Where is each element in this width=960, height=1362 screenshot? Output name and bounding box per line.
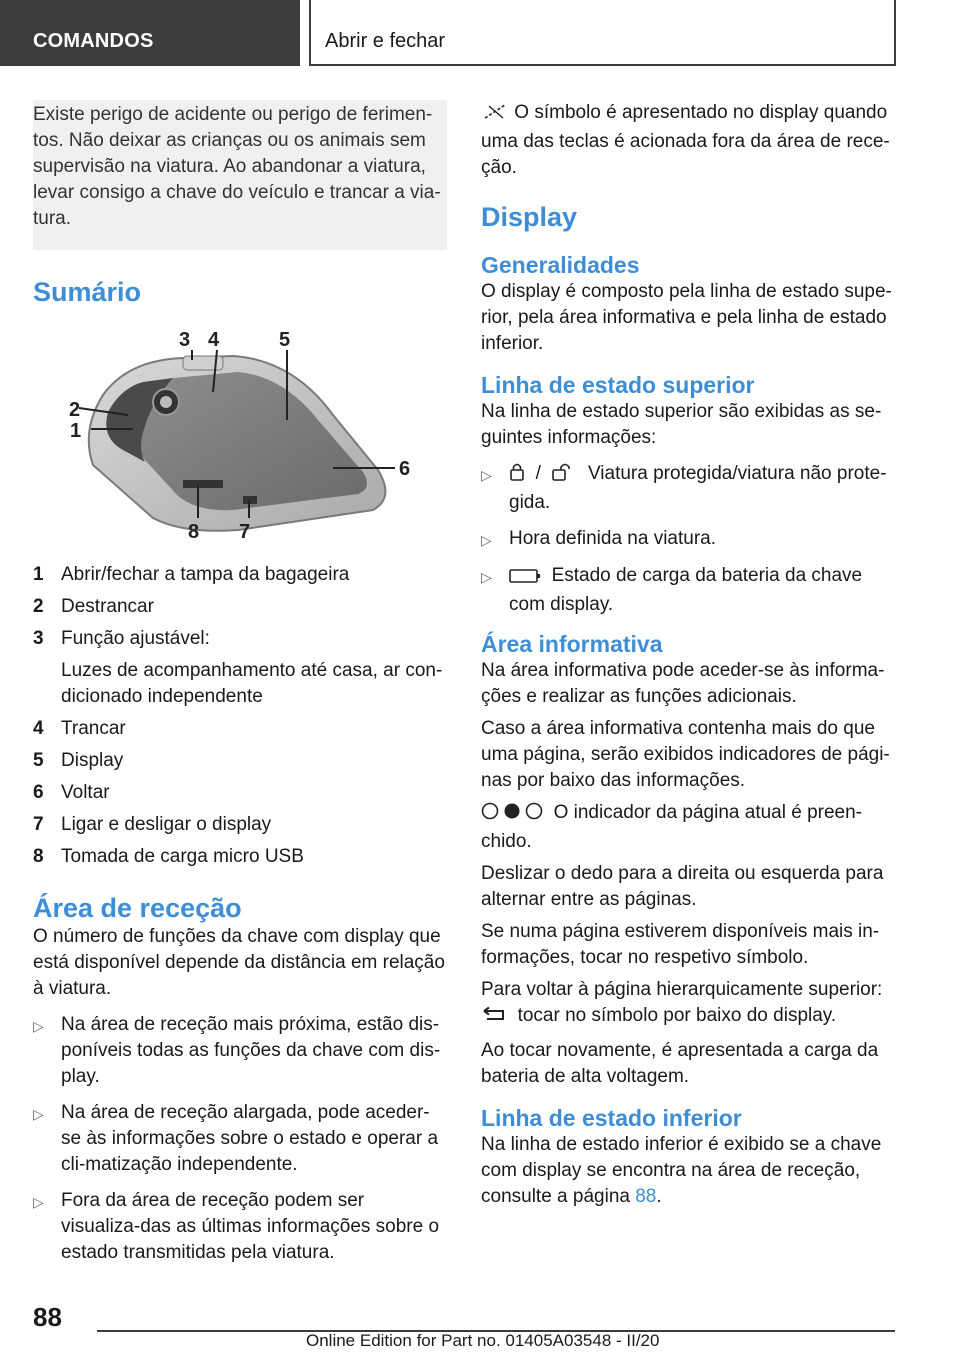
upper-status-list [481,461,893,618]
upper-status-intro: Na linha de estado superior são exibidas as se-guintes informações: [481,401,882,448]
list-item: ▷ Fora da área de receção podem ser visualiza-das as últimas informações sobre o estado transmitidas pela viatura. [33,1188,447,1266]
callout-7: 7 [239,521,251,543]
reception-heading: Área de receção [33,893,242,923]
triangle-bullet-icon: ▷ [33,1018,44,1034]
chapter-tab [0,0,300,66]
reception-intro: O número de funções da chave com display que está disponível depende da distância em relação à viatura. [33,926,445,999]
legend-item: 7 Ligar e desligar o display [33,814,272,835]
info-text-7: Ao tocar novamente, é apresentada a carga da bateria de alta voltagem. [481,1040,879,1087]
legend-item: 5 Display [33,750,124,771]
callout-8: 8 [188,521,200,543]
triangle-bullet-icon: ▷ [33,1106,44,1122]
lower-status-text: Na linha de estado inferior é exibido se a chave com display se encontra na área de receção, consulte a página 88. [481,1134,882,1207]
section-header [311,0,896,66]
list-item: ▷ Na área de receção mais próxima, estão dis-poníveis todas as funções da chave com dis-play. [33,1012,447,1090]
triangle-bullet-icon: ▷ [481,569,492,585]
key-display-figure [33,320,447,550]
callout-4: 4 [208,329,220,351]
left-column [33,100,447,1276]
warning-text: Existe perigo de acidente ou perigo de ferimen-tos. Não deixar as crianças ou os animais sem supervisão na viatura. Ao abandonar a viatura, levar consigo a chave do veículo e trancar a via-tura. [33,104,441,229]
info-text-3: O indicador da página atual é preen-chido. [481,802,862,852]
lower-status-heading: Linha de estado inferior [481,1105,742,1131]
lock-open-icon [551,462,577,490]
info-text-2: Caso a área informativa contenha mais do que uma página, serão exibidos indicadores de pági-nas por baixo das informações. [481,718,890,791]
chapter-title: COMANDOS [33,30,154,52]
page-link[interactable]: 88 [635,1186,657,1207]
battery-icon [509,566,541,592]
legend-list [33,562,447,870]
callout-2: 2 [69,399,81,421]
info-text-6: Para voltar à página hierarquicamente superior: tocar no símbolo por baixo do display. [481,977,893,1032]
out-of-range-note: O símbolo é apresentado no display quando uma das teclas é acionada fora da área de rece-ção. [481,102,890,178]
triangle-bullet-icon: ▷ [481,532,492,548]
list-item: ▷ / Viatura protegida/viatura não prote-gida. [481,461,893,516]
callout-5: 5 [279,329,291,351]
callout-6: 6 [399,458,411,480]
legend-item: 2 Destrancar [33,596,154,617]
summary-heading: Sumário [33,277,142,307]
reception-list [33,1012,447,1266]
back-arrow-icon [481,1006,507,1032]
list-item: ▷ Estado de carga da bateria da chave com display. [481,563,893,618]
triangle-bullet-icon: ▷ [33,1194,44,1210]
info-text-5: Se numa página estiverem disponíveis mais in-formações, tocar no respetivo símbolo. [481,921,880,968]
list-item: ▷ Na área de receção alargada, pode aceder-se às informações sobre o estado e operar a cli-matização independente. [33,1100,447,1178]
legend-item: 8 Tomada de carga micro USB [33,846,304,867]
info-area-heading: Área informativa [481,631,663,657]
lock-closed-icon [509,462,525,490]
callout-3: 3 [179,329,191,351]
general-heading: Generalidades [481,252,640,278]
footer-text: Online Edition for Part no. 01405A03548 - II/20 [306,1331,660,1350]
right-column [481,100,893,1216]
general-text: O display é composto pela linha de estado supe-rior, pela área informativa e pela linha de estado inferior. [481,281,892,354]
legend-item: 3 Função ajustável: [33,628,210,649]
page-indicator-icon [481,801,543,829]
display-heading: Display [481,202,578,232]
legend-item: 6 Voltar [33,782,110,803]
upper-status-heading: Linha de estado superior [481,372,755,398]
info-text-4: Deslizar o dedo para a direita ou esquerda para alternar entre as páginas. [481,863,884,910]
legend-item: Luzes de acompanhamento até casa, ar con-dicionado independente [61,660,443,707]
callout-1: 1 [70,420,82,442]
section-title: Abrir e fechar [325,30,446,52]
warning-box [33,100,447,250]
key-illustration [33,320,447,550]
out-of-range-icon [481,103,509,129]
legend-item: 1 Abrir/fechar a tampa da bagageira [33,564,350,585]
legend-item: 4 Trancar [33,718,126,739]
list-item: ▷ Hora definida na viatura. [481,526,893,553]
info-text-1: Na área informativa pode aceder-se às informa-ções e realizar as funções adicionais. [481,660,885,707]
triangle-bullet-icon: ▷ [481,467,492,483]
page-number: 88 [33,1302,62,1332]
